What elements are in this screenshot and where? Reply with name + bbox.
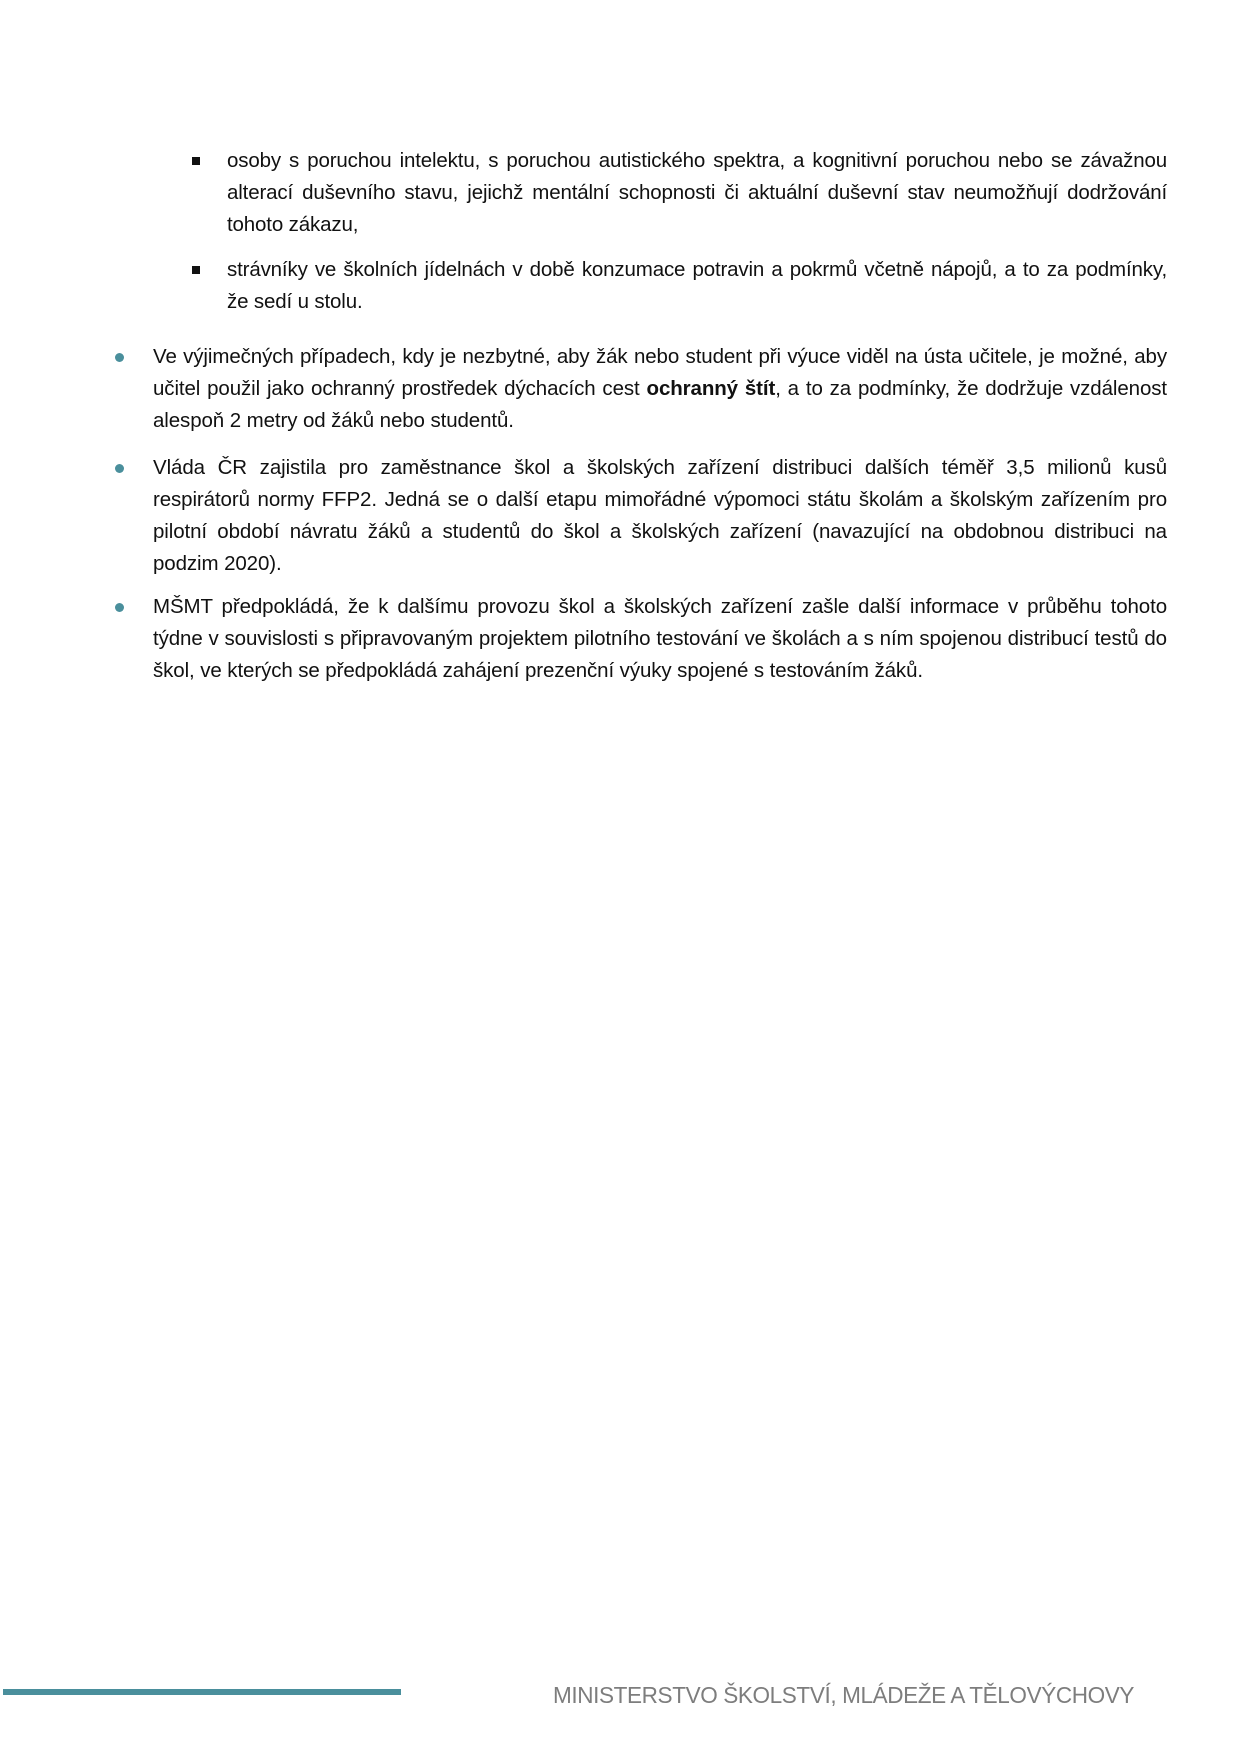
footer-accent-rule bbox=[3, 1689, 401, 1695]
paragraph-text: Ve výjimečných případech, kdy je nezbytné, aby žák nebo student při výuce viděl na ústa učitele, je možné, aby učitel použil jako ochranný prostředek dýchacích cest bbox=[153, 345, 1167, 400]
list-item-face-shield bbox=[153, 341, 1167, 437]
round-bullet-icon bbox=[115, 353, 124, 362]
round-bullet-icon bbox=[115, 603, 124, 612]
square-bullet-icon bbox=[192, 157, 200, 165]
footer-ministry-name: MINISTERSTVO ŠKOLSTVÍ, MLÁDEŽE A TĚLOVÝCHOVY bbox=[553, 1682, 1135, 1708]
list-item-respirators: Vláda ČR zajistila pro zaměstnance škol a školských zařízení distribuci dalších téměř 3,5 milionů kusů respirátorů normy FFP2. Jedná se o další etapu mimořádné výpomoci státu školám a školským zařízením pro pilotní období návratu žáků a studentů do škol a školských zařízení (navazující na obdobnou distribuci na podzim 2020). bbox=[153, 456, 1167, 575]
sub-list-item: osoby s poruchou intelektu, s poruchou autistického spektra, a kognitivní poruchou nebo se závažnou alterací duševního stavu, jejichž mentální schopnosti či aktuální duševní stav neumožňují dodržování tohoto zákazu, bbox=[227, 149, 1167, 236]
round-bullet-icon bbox=[115, 464, 124, 473]
sub-list-item: strávníky ve školních jídelnách v době konzumace potravin a pokrmů včetně nápojů, a to za podmínky, že sedí u stolu. bbox=[227, 258, 1167, 313]
list-item-msmt-info: MŠMT předpokládá, že k dalšímu provozu škol a školských zařízení zašle další informace v průběhu tohoto týdne v souvislosti s připravovaným projektem pilotního testování ve školách a s ním spojenou distribucí testů do škol, ve kterých se předpokládá zahájení prezenční výuky spojené s testováním žáků. bbox=[153, 595, 1167, 682]
square-bullet-icon bbox=[192, 266, 200, 274]
paragraph-text: , a to za podmínky, že dodržuje vzdálenost alespoň 2 metry od žáků nebo studentů. bbox=[153, 377, 1168, 432]
bold-term: ochranný štít bbox=[646, 377, 776, 400]
